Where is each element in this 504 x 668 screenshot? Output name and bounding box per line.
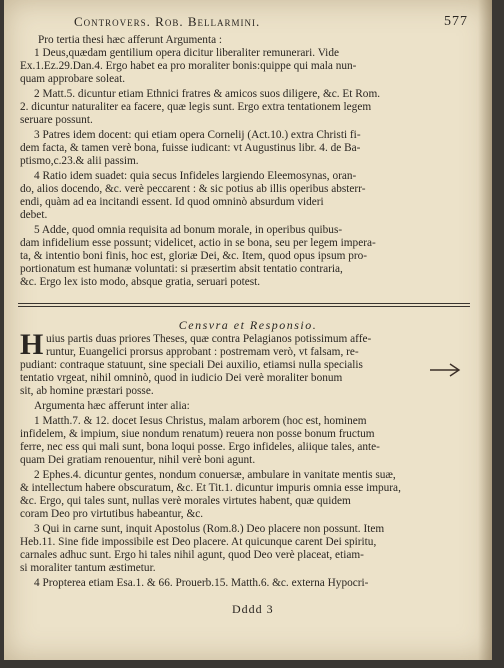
text-line: coram Deo pro virtutibus habeantur, &c. bbox=[20, 508, 204, 520]
text-line: 4 Propterea etiam Esa.1. & 66. Prouerb.15. Matth.6. &c. externa Hypocri- bbox=[34, 577, 369, 589]
text-line: 1 Matth.7. & 12. docet Iesus Christus, malam arborem (hoc est, hominem bbox=[34, 415, 367, 427]
text-line: 4 Ratio idem suadet: quia secus Infideles largiendo Eleemosynas, oran- bbox=[34, 170, 357, 182]
text-line: Pro tertia thesi hæc afferunt Argumenta : bbox=[38, 34, 223, 46]
page-number: 577 bbox=[444, 14, 468, 29]
text-line: dam infidelium esse possunt; videlicet, actio in se bona, seu per legem impera- bbox=[20, 237, 376, 249]
section-rule-top bbox=[18, 303, 470, 304]
text-line: dem facta, & tamen verè bona, fuisse iudicant: vt Augustinus libr. 4. de Ba- bbox=[20, 142, 361, 154]
text-line: ta, & intentio boni finis, hoc est, gloriæ Dei, &c. Item, quod opus ipsum pro- bbox=[20, 250, 368, 262]
text-line: ferre, nec ess qui mali sunt, bona loqui posse. Ergo infideles, aliique tales, ante- bbox=[20, 441, 380, 453]
text-line: &c. Ergo, qui tales sunt, nullas verè morales virtutes habent, quæ quidem bbox=[20, 495, 351, 507]
text-line: 2. dicuntur naturaliter ea facere, quæ legis sunt. Ergo extra tentationem legem bbox=[20, 101, 372, 113]
text-line: infidelem, & impium, siue nondum renatum) reuera non posse bonum fructum bbox=[20, 428, 375, 440]
text-line: si moraliter tantum æstimetur. bbox=[20, 562, 156, 574]
book-page bbox=[4, 0, 492, 660]
text-line: carnales adhuc sunt. Ergo hi tales nihil agunt, quod Deo verè placeat, etiam- bbox=[20, 549, 364, 561]
text-line: ptismo,c.23.& alii passim. bbox=[20, 155, 139, 167]
text-line: 3 Qui in carne sunt, inquit Apostolus (Rom.8.) Deo placere non possunt. Item bbox=[34, 523, 385, 535]
text-line: debet. bbox=[20, 209, 48, 221]
text-line: seruare possunt. bbox=[20, 114, 93, 126]
text-line: &c. Ergo lex isto modo, absque gratia, seruari potest. bbox=[20, 276, 261, 288]
text-line: tentatio vrgeat, nihil omninò, quod in iudicio Dei verè moraliter bonum bbox=[20, 372, 343, 384]
section-rule-bottom bbox=[18, 306, 470, 307]
text-line: pudiant: contraque statuunt, sine speciali Dei auxilio, etiamsi nulla specialis bbox=[20, 359, 363, 371]
text-line: portionatum est humanæ voluntati: si præsertim absit tentatio contraria, bbox=[20, 263, 343, 275]
text-line: Heb.11. Sine fide impossibile est Deo placere. At quicunque carent Dei spiritu, bbox=[20, 536, 377, 548]
text-line: Argumenta hæc afferunt inter alia: bbox=[34, 400, 190, 412]
drop-capital: H bbox=[20, 328, 44, 361]
text-line: 2 Matt.5. dicuntur etiam Ethnici fratres & amicos suos diligere, &c. Et Rom. bbox=[34, 88, 381, 100]
pen-mark-arrow-icon bbox=[428, 361, 464, 379]
text-line: 2 Ephes.4. dicuntur gentes, nondum conuersæ, ambulare in vanitate mentis suæ, bbox=[34, 469, 396, 481]
text-line: 1 Deus,quædam gentilium opera dicitur liberaliter remunerari. Vide bbox=[34, 47, 339, 59]
text-line: quam Dei gratiam renouentur, nihil verè boni agunt. bbox=[20, 454, 256, 466]
text-line: runtur, Euangelici prorsus approbant : postremam verò, vt falsam, re- bbox=[46, 346, 359, 358]
text-line: sit, ab homine præstari posse. bbox=[20, 385, 154, 397]
signature-mark: Dddd 3 bbox=[232, 602, 274, 616]
section-heading: Censvra et Responsio. bbox=[178, 318, 318, 332]
text-line: 5 Adde, quod omnia requisita ad bonum morale, in operibus quibus- bbox=[34, 224, 343, 236]
text-line: do, alios docendo, &c. verè peccarent : & sic potius ab illis operibus absterr- bbox=[20, 183, 366, 195]
text-line: quam approbare soleat. bbox=[20, 73, 126, 85]
text-line: & intellectum habere obscuratum, &c. Et Tit.1. dicuntur impuris omnia esse impura, bbox=[20, 482, 401, 494]
text-line: uius partis duas priores Theses, quæ contra Pelagianos potissimum affe- bbox=[46, 333, 372, 345]
text-line: endi, quàm ad ea incitandi essent. Id quod omninò absurdum videri bbox=[20, 196, 324, 208]
running-title: Controvers. Rob. Bellarmini. bbox=[74, 14, 261, 29]
text-line: Ex.1.Ez.29.Dan.4. Ergo habet ea pro moraliter bonis:quippe qui mala nun- bbox=[20, 60, 357, 72]
text-line: 3 Patres idem docent: qui etiam opera Cornelij (Act.10.) extra Christi fi- bbox=[34, 129, 361, 141]
